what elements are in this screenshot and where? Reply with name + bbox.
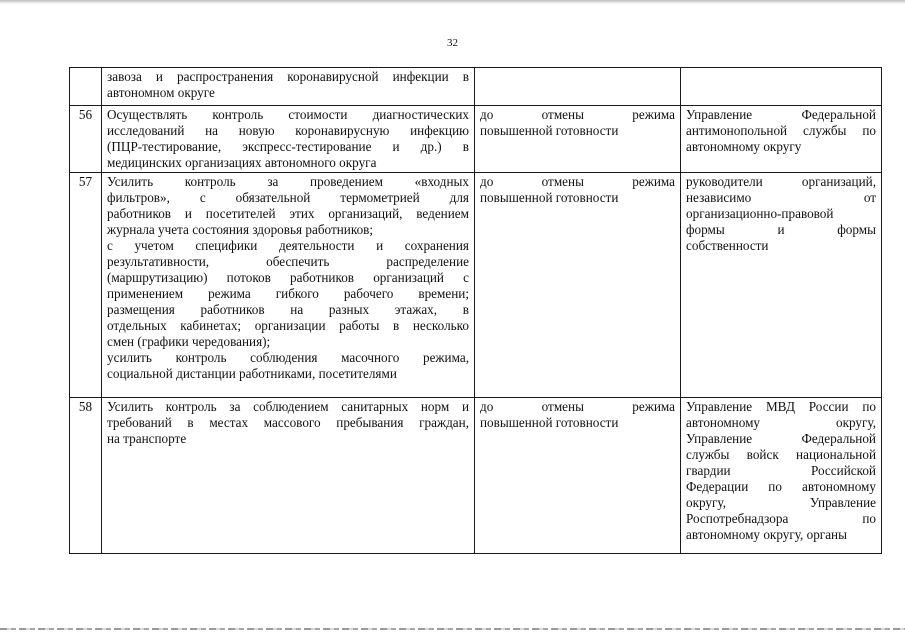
table-row	[70, 68, 882, 106]
action-text-line: применением режима гибкого рабочего времени;	[107, 286, 469, 301]
action-cell	[102, 106, 475, 173]
page-number: 32	[447, 37, 458, 49]
table-row	[70, 106, 882, 173]
action-text-line: смен (графики чередования);	[107, 334, 271, 349]
responsible-text-line: гвардии Российской	[686, 463, 876, 478]
responsible-cell	[681, 398, 882, 554]
table-row	[70, 398, 882, 554]
action-text-line: исследований на новую коронавирусную инфекцию	[107, 123, 469, 138]
responsible-text-line: округу, Управление	[686, 495, 876, 510]
responsible-text-line: собственности	[686, 238, 769, 253]
responsible-text-line: Управление МВД России по	[686, 399, 876, 414]
action-text-line: Усилить контроль за проведением «входных	[107, 174, 469, 189]
action-text-line: усилить контроль соблюдения масочного режима,	[107, 350, 469, 365]
responsible-cell	[681, 173, 882, 398]
responsible-text-line: антимонопольной службы по	[686, 123, 876, 138]
action-text-line: фильтров», с обязательной термометрией для	[107, 190, 469, 205]
term-text-line: до отмены режима	[480, 174, 675, 189]
responsible-text-line: независимо от	[686, 190, 876, 205]
responsible-text-line: формы и формы	[686, 222, 876, 237]
action-cell	[102, 398, 475, 554]
action-text-line: медицинских организациях автономного округа	[107, 155, 377, 170]
responsible-text-line: руководители организаций,	[686, 174, 876, 189]
action-text-line: Осуществлять контроль стоимости диагностических	[107, 107, 469, 122]
term-cell	[475, 106, 681, 173]
scan-edge-bottom	[0, 628, 905, 630]
action-text-line: с учетом специфики деятельности и сохранения	[107, 238, 469, 253]
responsible-text-line: автономному округу, органы	[686, 527, 847, 542]
action-text-line: завоза и распространения коронавирусной инфекции в	[107, 69, 469, 84]
responsible-text-line: автономному округу	[686, 139, 802, 154]
term-text-line: до отмены режима	[480, 399, 675, 414]
action-text-line: размещения работников на разных этажах, в	[107, 302, 469, 317]
action-text-line: (маршрутизацию) потоков работников организаций с	[107, 270, 469, 285]
responsible-text-line: Управление Федеральной	[686, 107, 876, 122]
action-text-line: (ПЦР-тестирование, экспресс-тестирование и др.) в	[107, 139, 469, 154]
responsible-text-line: службы войск национальной	[686, 447, 876, 462]
action-text-line: работников и посетителей этих организаций, ведением	[107, 206, 469, 221]
row-number: 56	[70, 106, 102, 173]
responsible-text-line: автономному округу,	[686, 415, 876, 430]
action-cell	[102, 173, 475, 398]
scan-edge-top	[0, 0, 905, 4]
action-text-line: Усилить контроль за соблюдением санитарных норм и	[107, 399, 469, 414]
measures-table	[69, 67, 882, 554]
action-cell	[102, 68, 475, 106]
term-cell	[475, 68, 681, 106]
action-text-line: социальной дистанции работниками, посетителями	[107, 366, 397, 381]
responsible-cell	[681, 68, 882, 106]
row-number: 57	[70, 173, 102, 398]
responsible-cell	[681, 106, 882, 173]
action-text-line: требований в местах массового пребывания граждан,	[107, 415, 469, 430]
action-text-line: на транспорте	[107, 431, 187, 446]
action-text-line: результативности, обеспечить распределение	[107, 254, 469, 269]
responsible-text-line: Управление Федеральной	[686, 431, 876, 446]
responsible-text-line: Федерации по автономному	[686, 479, 876, 494]
term-text-line: повышенной готовности	[480, 415, 619, 430]
action-text-line: автономном округе	[107, 85, 215, 100]
table-row	[70, 173, 882, 398]
term-cell	[475, 173, 681, 398]
measures-table-body	[70, 68, 882, 554]
term-text-line: до отмены режима	[480, 107, 675, 122]
term-cell	[475, 398, 681, 554]
action-text-line: отдельных кабинетах; организации работы в несколько	[107, 318, 469, 333]
action-text-line: журнала учета состояния здоровья работников;	[107, 222, 374, 237]
row-number	[70, 68, 102, 106]
term-text-line: повышенной готовности	[480, 123, 619, 138]
term-text-line: повышенной готовности	[480, 190, 619, 205]
row-number: 58	[70, 398, 102, 554]
responsible-text-line: Роспотребнадзора по	[686, 511, 876, 526]
responsible-text-line: организационно-правовой	[686, 206, 834, 221]
